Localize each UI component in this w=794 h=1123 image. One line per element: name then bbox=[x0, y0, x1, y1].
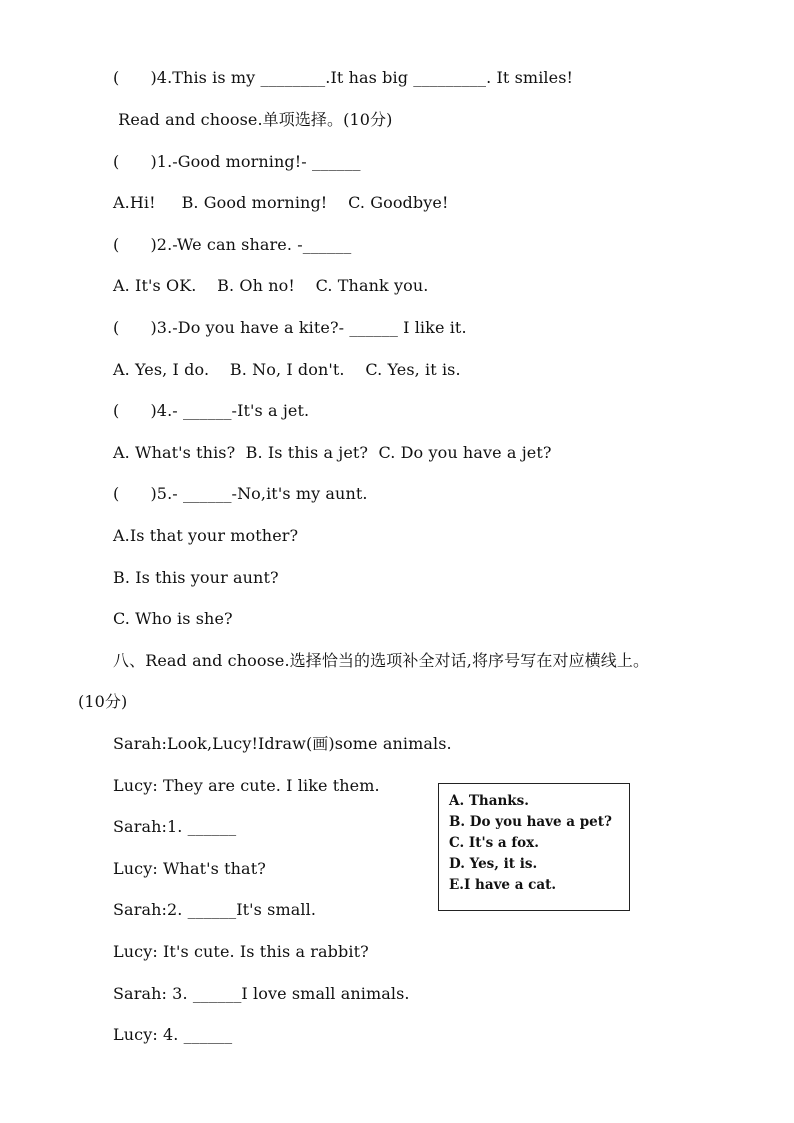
dialogue-line-3: Sarah:1. ______ bbox=[113, 817, 237, 836]
question-5-option-b: B. Is this your aunt? bbox=[113, 568, 279, 587]
question-1: ( )1.-Good morning!- ______ bbox=[113, 152, 361, 171]
answer-option-b: B. Do you have a pet? bbox=[449, 814, 612, 830]
question-4-fill-blank: ( )4.This is my ________.It has big _________. It smiles! bbox=[113, 68, 574, 87]
answer-option-e: E.I have a cat. bbox=[449, 877, 557, 893]
question-4-options: A. What's this? B. Is this a jet? C. Do you have a jet? bbox=[113, 443, 552, 462]
answer-option-d: D. Yes, it is. bbox=[449, 856, 538, 872]
dialogue-line-6: Lucy: It's cute. Is this a rabbit? bbox=[113, 942, 369, 961]
dialogue-line-5: Sarah:2. ______It's small. bbox=[113, 900, 317, 919]
question-5-option-c: C. Who is she? bbox=[113, 609, 233, 628]
dialogue-line-7: Sarah: 3. ______I love small animals. bbox=[113, 984, 410, 1003]
answer-option-a: A. Thanks. bbox=[449, 793, 529, 809]
question-3: ( )3.-Do you have a kite?- ______ I like it. bbox=[113, 318, 467, 337]
question-2-options: A. It's OK. B. Oh no! C. Thank you. bbox=[113, 276, 429, 295]
section-8-heading: 八、Read and choose.选择恰当的选项补全对话,将序号写在对应横线上。 bbox=[113, 651, 650, 670]
section-heading-read-and-choose: Read and choose.单项选择。(10分) bbox=[113, 110, 393, 129]
answer-options-box bbox=[438, 783, 630, 911]
question-4: ( )4.- ______-It's a jet. bbox=[113, 401, 310, 420]
question-1-options: A.Hi! B. Good morning! C. Goodbye! bbox=[113, 193, 449, 212]
dialogue-line-2: Lucy: They are cute. I like them. bbox=[113, 776, 380, 795]
question-2: ( )2.-We can share. -______ bbox=[113, 235, 352, 254]
answer-option-c: C. It's a fox. bbox=[449, 835, 539, 851]
dialogue-line-8: Lucy: 4. ______ bbox=[113, 1025, 233, 1044]
question-3-options: A. Yes, I do. B. No, I don't. C. Yes, it is. bbox=[113, 360, 461, 379]
question-5: ( )5.- ______-No,it's my aunt. bbox=[113, 484, 368, 503]
question-5-option-a: A.Is that your mother? bbox=[113, 526, 299, 545]
dialogue-line-1: Sarah:Look,Lucy!Idraw(画)some animals. bbox=[113, 734, 452, 753]
dialogue-line-4: Lucy: What's that? bbox=[113, 859, 266, 878]
section-8-score: (10分) bbox=[78, 692, 128, 711]
